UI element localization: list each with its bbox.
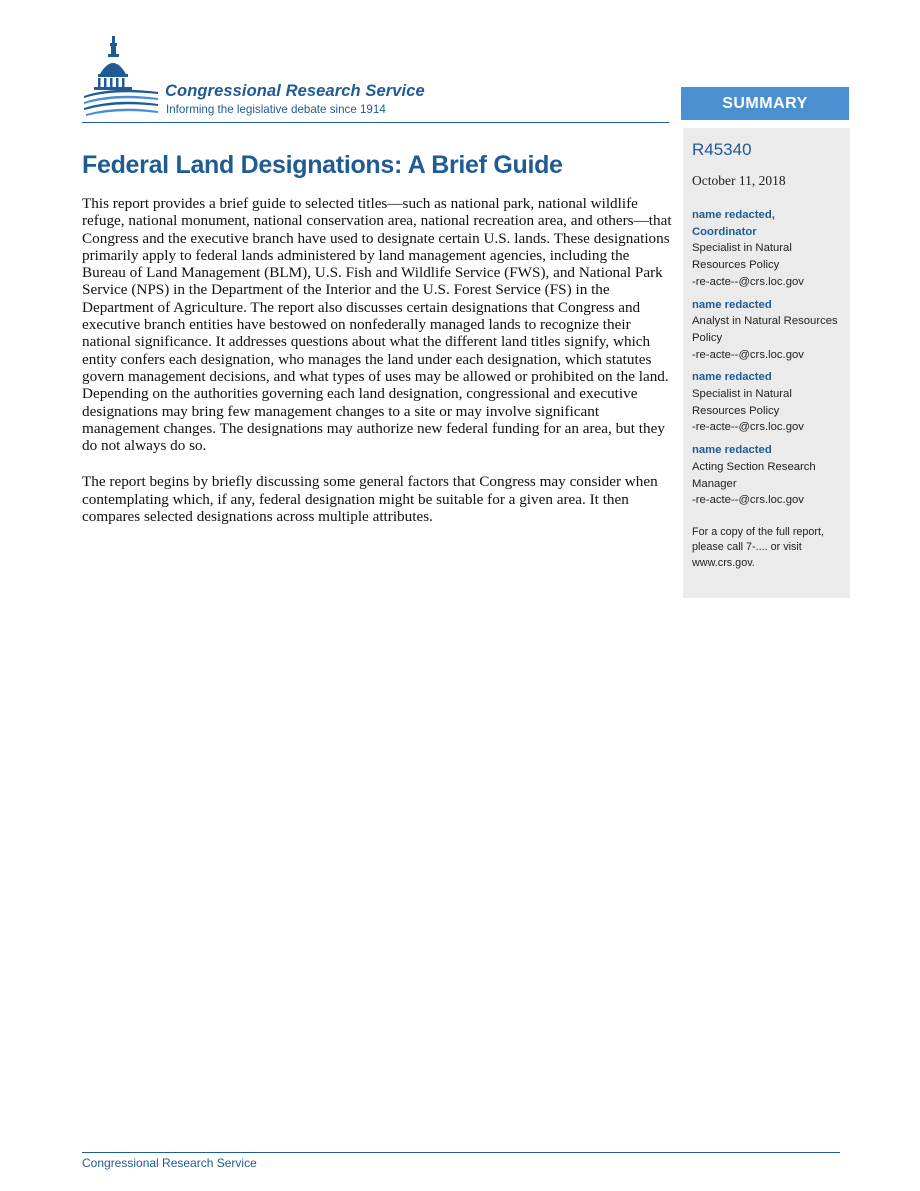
- author-name: name redacted: [692, 444, 772, 457]
- footer-divider: [82, 1152, 840, 1153]
- report-number: R45340: [692, 140, 752, 159]
- author-title: Specialist in Natural Resources Policy: [692, 388, 792, 417]
- author-email[interactable]: -re-acte--@crs.loc.gov: [692, 275, 804, 288]
- summary-label: SUMMARY: [681, 87, 849, 120]
- org-tagline: Informing the legislative debate since 1914: [166, 103, 386, 116]
- summary-sidebar: [683, 128, 850, 598]
- body-paragraph: This report provides a brief guide to selected titles—such as national park, national wildlife refuge, national monument, national conservation area, national recreation area, and others—that Congress and the executive branch have used to designate certain U.S. lands. These designations primarily apply to federal lands administered by land management agencies, including the Bureau of Land Management (BLM), U.S. Fish and Wildlife Service (FWS), and National Park Service (NPS) in the Department of the Interior and the U.S. Forest Service (FS) in the Department of Agriculture. The report also discusses certain designations that Congress and executive branch entities have bestowed on nonfederally managed lands to recognize their national significance. It addresses questions about what the different land titles signify, which entity confers each designation, who manages the land under each designation, which statutes govern management decisions, and what types of uses may be allowed or prohibited on the land. Depending on the authorities governing each land designation, congressional and executive designations may bring few management changes to a site or may involve significant management changes. The designations may authorize new federal funding for an area, but they do not always do so.: [82, 195, 672, 455]
- author-title: Specialist in Natural Resources Policy: [692, 242, 792, 272]
- summary-body: [82, 195, 674, 544]
- org-name: Congressional Research Service: [165, 82, 425, 100]
- footer-org-name: Congressional Research Service: [82, 1156, 257, 1170]
- copy-note: For a copy of the full report, please call 7-.... or visit www.crs.gov.: [692, 525, 825, 569]
- author-role: Coordinator: [692, 225, 757, 238]
- author-name: name redacted,: [692, 209, 775, 221]
- report-date: October 11, 2018: [692, 173, 786, 188]
- author-name: name redacted: [692, 371, 772, 384]
- body-paragraph: The report begins by briefly discussing some general factors that Congress may consider when contemplating which, if any, federal designation might be suitable for a given area. It then compares selected designations across multiple attributes.: [82, 473, 658, 526]
- capitol-dome-icon: [82, 34, 162, 122]
- page-title: Federal Land Designations: A Brief Guide: [82, 151, 563, 179]
- author-block: [692, 442, 842, 509]
- author-email[interactable]: -re-acte--@crs.loc.gov: [692, 348, 804, 361]
- author-block: [692, 207, 842, 291]
- header-divider: [82, 122, 669, 123]
- author-email[interactable]: -re-acte--@crs.loc.gov: [692, 494, 804, 507]
- author-title: Analyst in Natural Resources Policy: [692, 315, 838, 344]
- author-block: [692, 369, 842, 436]
- author-name: name redacted: [692, 298, 772, 311]
- crs-logo: [82, 34, 482, 122]
- author-block: [692, 297, 842, 364]
- author-title: Acting Section Research Manager: [692, 460, 816, 490]
- author-email[interactable]: -re-acte--@crs.loc.gov: [692, 421, 804, 434]
